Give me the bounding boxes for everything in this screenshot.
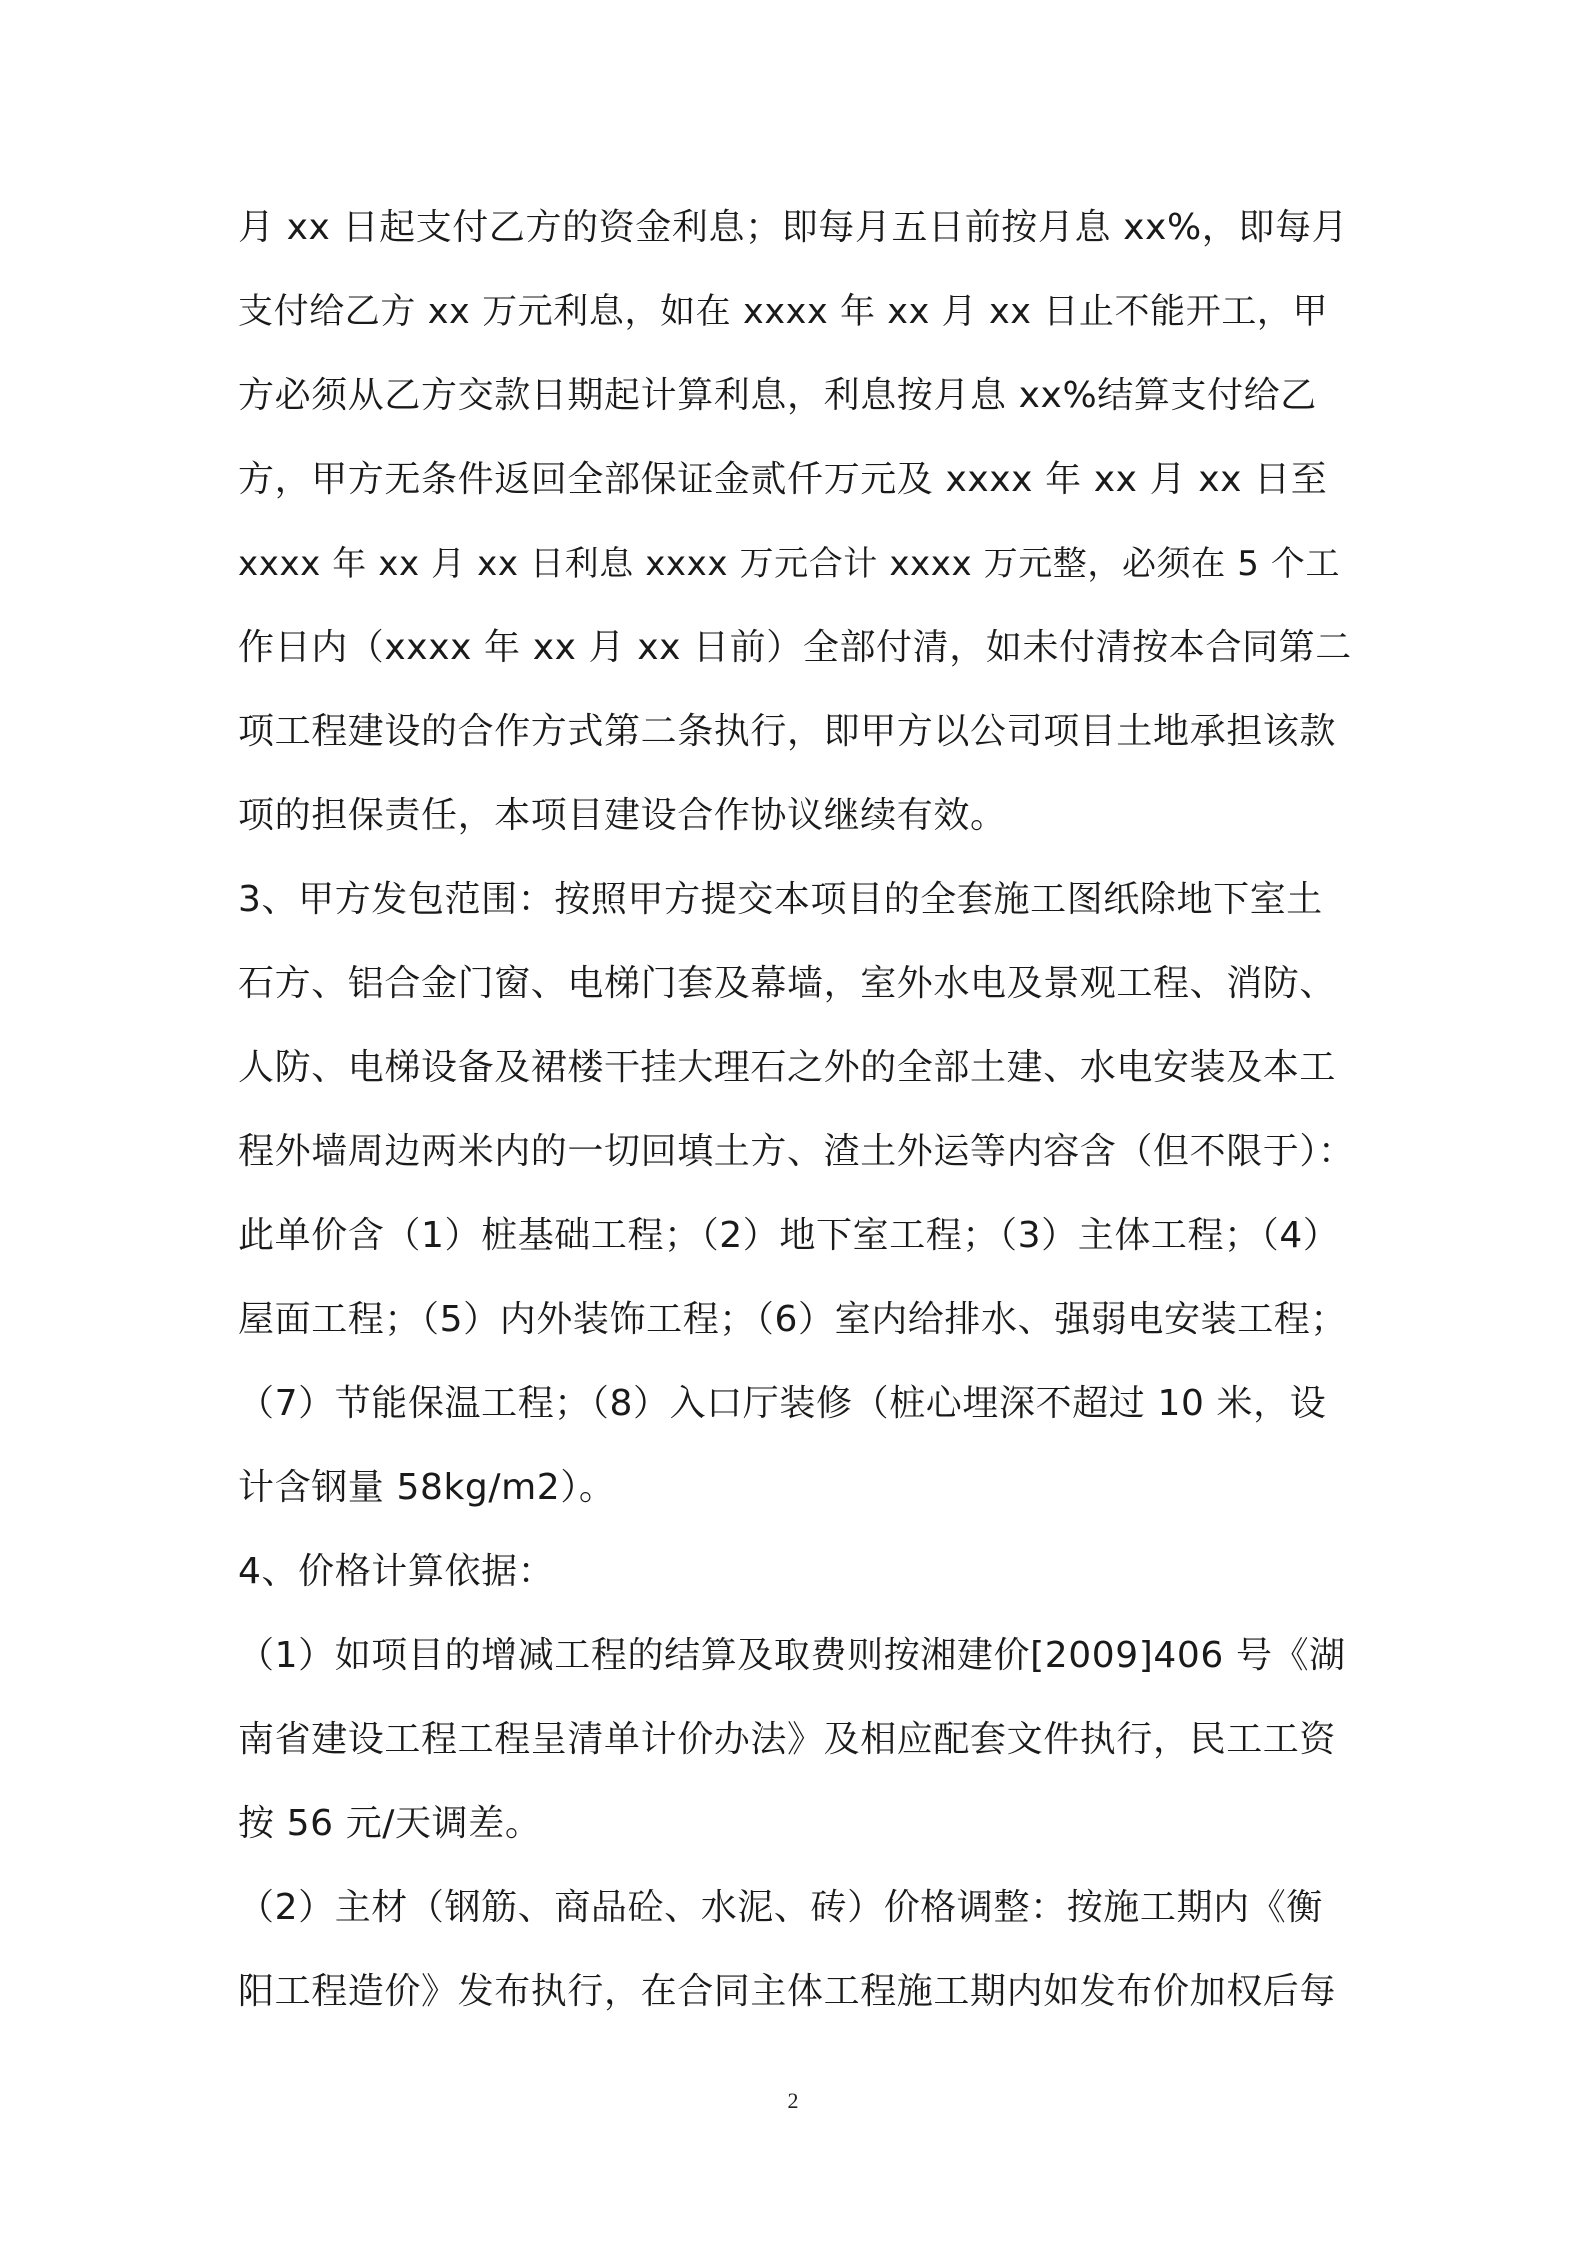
text-line: 阳工程造价》发布执行，在合同主体工程施工期内如发布价加权后每 <box>238 1971 1337 2012</box>
text-line: 作日内（xxxx 年 xx 月 xx 日前）全部付清，如未付清按本合同第二 <box>238 627 1352 668</box>
text-line: xxxx 年 xx 月 xx 日利息 xxxx 万元合计 xxxx 万元整，必须在 5 个工 <box>238 544 1341 584</box>
text-line: 4、价格计算依据： <box>238 1551 555 1592</box>
text-line: 方，甲方无条件返回全部保证金贰仟万元及 xxxx 年 xx 月 xx 日至 <box>238 459 1328 500</box>
text-line: 南省建设工程工程呈清单计价办法》及相应配套文件执行，民工工资 <box>238 1719 1337 1760</box>
text-line: 项工程建设的合作方式第二条执行，即甲方以公司项目土地承担该款 <box>238 711 1337 752</box>
text-line: 方必须从乙方交款日期起计算利息，利息按月息 xx%结算支付给乙 <box>238 375 1317 416</box>
text-line: 石方、铝合金门窗、电梯门套及幕墙，室外水电及景观工程、消防、 <box>238 963 1337 1004</box>
text-line: 此单价含（1）桩基础工程；（2）地下室工程；（3）主体工程；（4） <box>238 1215 1340 1256</box>
text-line: 项的担保责任，本项目建设合作协议继续有效。 <box>238 795 1007 836</box>
page-number: 2 <box>787 2088 799 2113</box>
text-line: 按 56 元/天调差。 <box>238 1803 542 1844</box>
text-line: （7）节能保温工程；（8）入口厅装修（桩心埋深不超过 10 米，设 <box>238 1383 1327 1424</box>
text-line: 支付给乙方 xx 万元利息，如在 xxxx 年 xx 月 xx 日止不能开工，甲 <box>238 292 1329 332</box>
text-line: 屋面工程；（5）内外装饰工程；（6）室内给排水、强弱电安装工程； <box>238 1299 1348 1340</box>
text-line: 计含钢量 58kg/m2）。 <box>238 1467 616 1508</box>
text-line: 3、甲方发包范围：按照甲方提交本项目的全套施工图纸除地下室土 <box>238 879 1323 920</box>
text-line: （1）如项目的增减工程的结算及取费则按湘建价[2009]406 号《湖 <box>238 1635 1346 1676</box>
text-line: 程外墙周边两米内的一切回填土方、渣土外运等内容含（但不限于）： <box>238 1131 1355 1172</box>
text-line: （2）主材（钢筋、商品砼、水泥、砖）价格调整：按施工期内《衡 <box>238 1887 1323 1928</box>
text-line: 人防、电梯设备及裙楼干挂大理石之外的全部土建、水电安装及本工 <box>238 1047 1337 1088</box>
text-line: 月 xx 日起支付乙方的资金利息；即每月五日前按月息 xx%，即每月 <box>238 207 1349 248</box>
